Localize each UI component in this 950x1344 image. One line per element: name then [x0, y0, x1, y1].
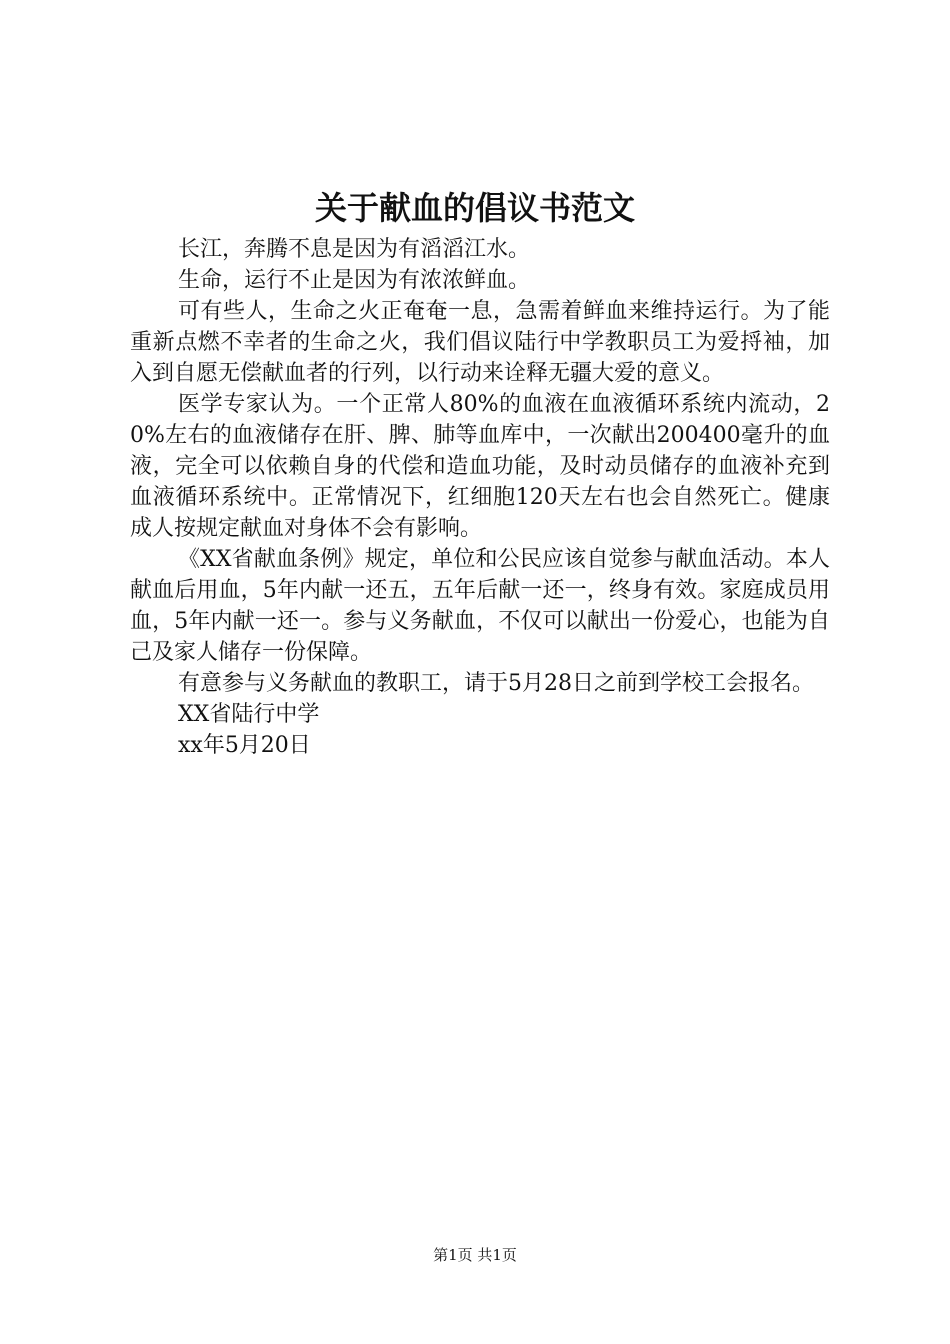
paragraph-signup: 有意参与义务献血的教职工，请于5月28日之前到学校工会报名。 — [178, 671, 814, 696]
document-title: 关于献血的倡议书范文 — [314, 189, 635, 227]
document-body — [130, 234, 830, 761]
paragraph-intro-1: 长江，奔腾不息是因为有滔滔江水。 — [178, 237, 531, 262]
signature-date: xx年5月20日 — [178, 733, 311, 758]
page-footer: 第1页 共1页 — [433, 1246, 517, 1264]
paragraph-regulation: 《XX省献血条例》规定，单位和公民应该自觉参与献血活动。本人献血后用血，5年内献一还五，五年后献一还一，终身有效。家庭成员用血，5年内献一还一。参与义务献血，不仅可以献出一份爱心，也能为自己及家人储存一份保障。 — [130, 547, 830, 665]
paragraph-intro-2: 生命，运行不止是因为有浓浓鲜血。 — [178, 268, 531, 293]
paragraph-medical: 医学专家认为。一个正常人80%的血液在血液循环系统内流动，20%左右的血液储存在肝、脾、肺等血库中，一次献出200400毫升的血液，完全可以依赖自身的代偿和造血功能，及时动员储存的血液补充到血液循环系统中。正常情况下，红细胞120天左右也会自然死亡。健康成人按规定献血对身体不会有影响。 — [130, 392, 830, 541]
paragraph-appeal: 可有些人，生命之火正奄奄一息，急需着鲜血来维持运行。为了能重新点燃不幸者的生命之火，我们倡议陆行中学教职员工为爱捋袖，加入到自愿无偿献血者的行列，以行动来诠释无疆大爱的意义。 — [130, 299, 830, 386]
signature-organization: XX省陆行中学 — [178, 702, 320, 727]
